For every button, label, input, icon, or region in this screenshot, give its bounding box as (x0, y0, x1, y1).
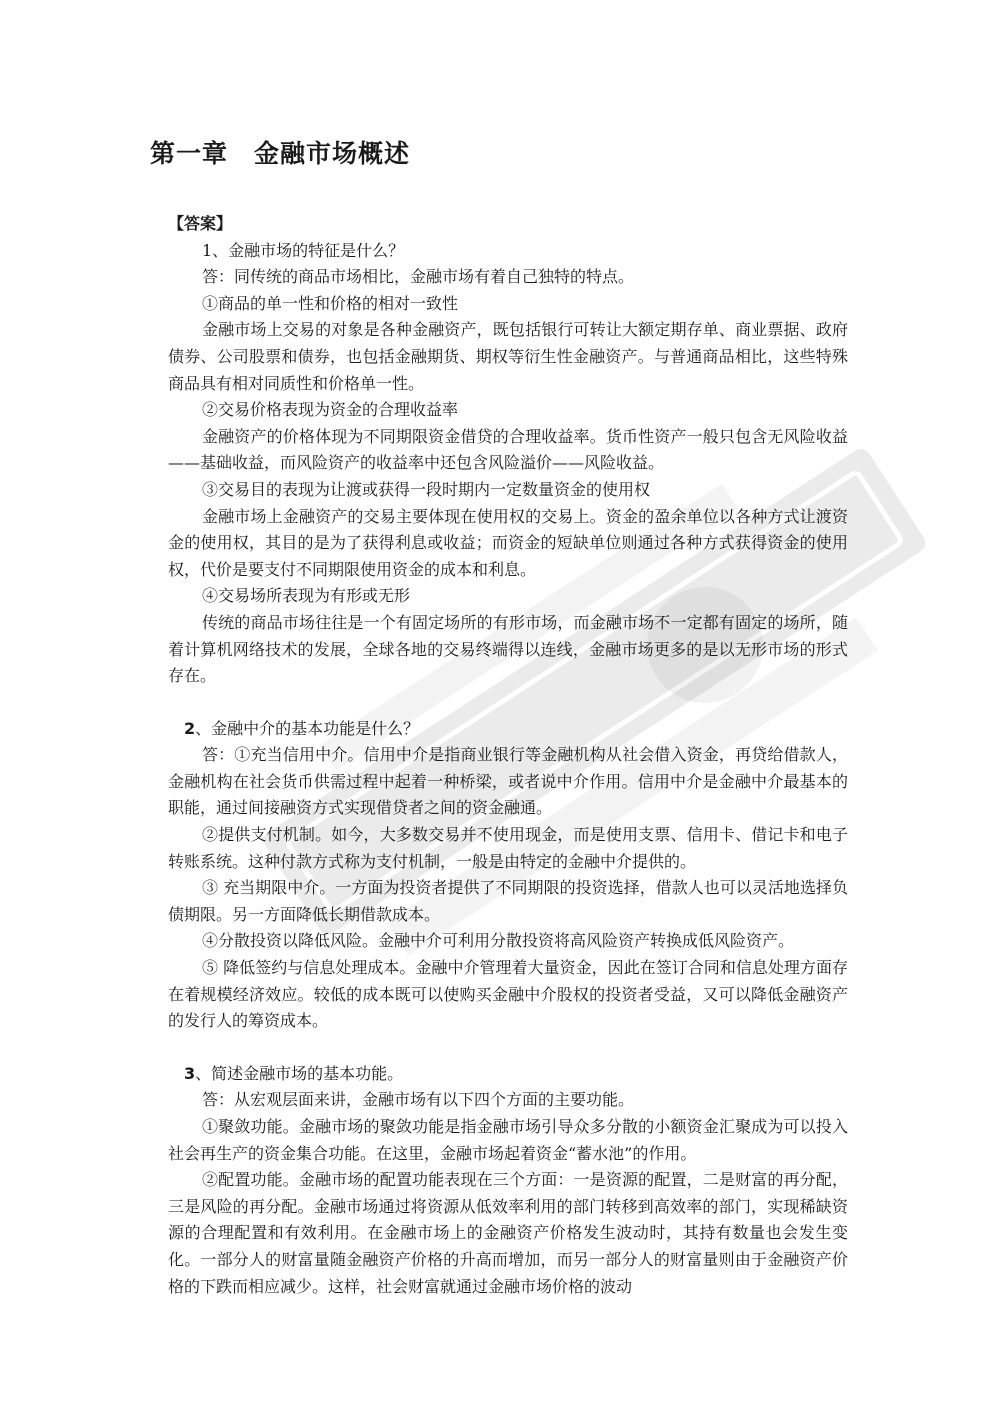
answer-3-para-1: 答：从宏观层面来讲，金融市场有以下四个方面的主要功能。 (202, 1090, 635, 1110)
answer-2-para-4: ④分散投资以降低风险。金融中介可利用分散投资将高风险资产转换成低风险资产。 (202, 931, 795, 951)
answer-1-para-4: 传统的商品市场往往是一个有固定场所的有形市场，而金融市场不一定都有固定的场所，随着计算机网络技术的发展，全球各地的交易终端得以连线，金融市场更多的是以无形市场的形式存在。 (168, 612, 848, 686)
answer-2-para-2: ②提供支付机制。如今，大多数交易并不使用现金，而是使用支票、信用卡、借记卡和电子转账系统。这种付款方式称为支付机制，一般是由特定的金融中介提供的。 (168, 825, 848, 871)
answer-label: 【答案】 (168, 214, 233, 233)
answer-1-para-3: 金融市场上金融资产的交易主要体现在使用权的交易上。资金的盈余单位以各种方式让渡资金的使用权，其目的是为了获得利息或收益；而资金的短缺单位则通过各种方式获得资金的使用权，代价是要支付不同期限使用资金的成本和利息。 (168, 506, 848, 579)
answer-1-point-1: ①商品的单一性和价格的相对一致性 (202, 293, 459, 313)
answer-3-para-2: ①聚敛功能。金融市场的聚敛功能是指金融市场引导众多分散的小额资金汇聚成为可以投入社会再生产的资金集合功能。在这里，金融市场起着资金“蓄水池”的作用。 (168, 1117, 848, 1163)
question-3-number: 3 (184, 1063, 196, 1083)
section-gap (168, 1035, 848, 1061)
answer-1-point-3: ③交易目的表现为让渡或获得一段时期内一定数量资金的使用权 (202, 479, 651, 499)
answer-2-para-1: 答：①充当信用中介。信用中介是指商业银行等金融机构从社会借入资金，再贷给借款人，金融机构在社会货币供需过程中起着一种桥梁，或者说中介作用。信用中介是金融中介最基本的职能，通过间接融资方式实现借贷者之间的资金融通。 (168, 745, 848, 818)
answer-2-para-3: ③ 充当期限中介。一方面为投资者提供了不同期限的投资选择，借款人也可以灵活地选择负债期限。另一方面降低长期借款成本。 (168, 878, 848, 924)
chapter-title: 第一章 金融市场概述 (150, 139, 411, 168)
answer-1-para-1: 金融市场上交易的对象是各种金融资产，既包括银行可转让大额定期存单、商业票据、政府债券、公司股票和债券，也包括金融期货、期权等衍生性金融资产。与普通商品相比，这些特殊商品具有相对同质性和价格单一性。 (168, 320, 848, 393)
section-gap (168, 690, 848, 716)
question-2-number: 2 (184, 718, 196, 738)
question-2-text: 、金融中介的基本功能是什么？ (195, 718, 420, 738)
answer-2-para-5: ⑤ 降低签约与信息处理成本。金融中介管理着大量资金，因此在签订合同和信息处理方面存在着规模经济效应。较低的成本既可以使购买金融中介股权的投资者受益，又可以降低金融资产的发行人的筹资成本。 (168, 958, 848, 1031)
answer-1-para-2: 金融资产的价格体现为不同期限资金借贷的合理收益率。货币性资产一般只包含无风险收益——基础收益，而风险资产的收益率中还包含风险溢价——风险收益。 (168, 426, 848, 473)
question-2 (168, 716, 848, 743)
answer-content (168, 211, 848, 1300)
question-3-text: 、简述金融市场的基本功能。 (195, 1063, 404, 1083)
answer-1-point-2: ②交易价格表现为资金的合理收益率 (202, 400, 459, 420)
answer-1-intro: 答：同传统的商品市场相比，金融市场有着自己独特的特点。 (202, 267, 635, 287)
question-1: 1、金融市场的特征是什么？ (202, 240, 405, 260)
question-3 (168, 1061, 848, 1088)
answer-3-para-3: ②配置功能。金融市场的配置功能表现在三个方面：一是资源的配置，二是财富的再分配，三是风险的再分配。金融市场通过将资源从低效率利用的部门转移到高效率的部门，实现稀缺资源的合理配置和有效利用。在金融市场上的金融资产价格发生波动时，其持有数量也会发生变化。一部分人的财富量随金融资产价格的升高而增加，而另一部分人的财富量则由于金融资产价格的下跌而相应减少。这样，社会财富就通过金融市场价格的波动 (168, 1170, 848, 1296)
answer-1-point-4: ④交易场所表现为有形或无形 (202, 586, 411, 606)
